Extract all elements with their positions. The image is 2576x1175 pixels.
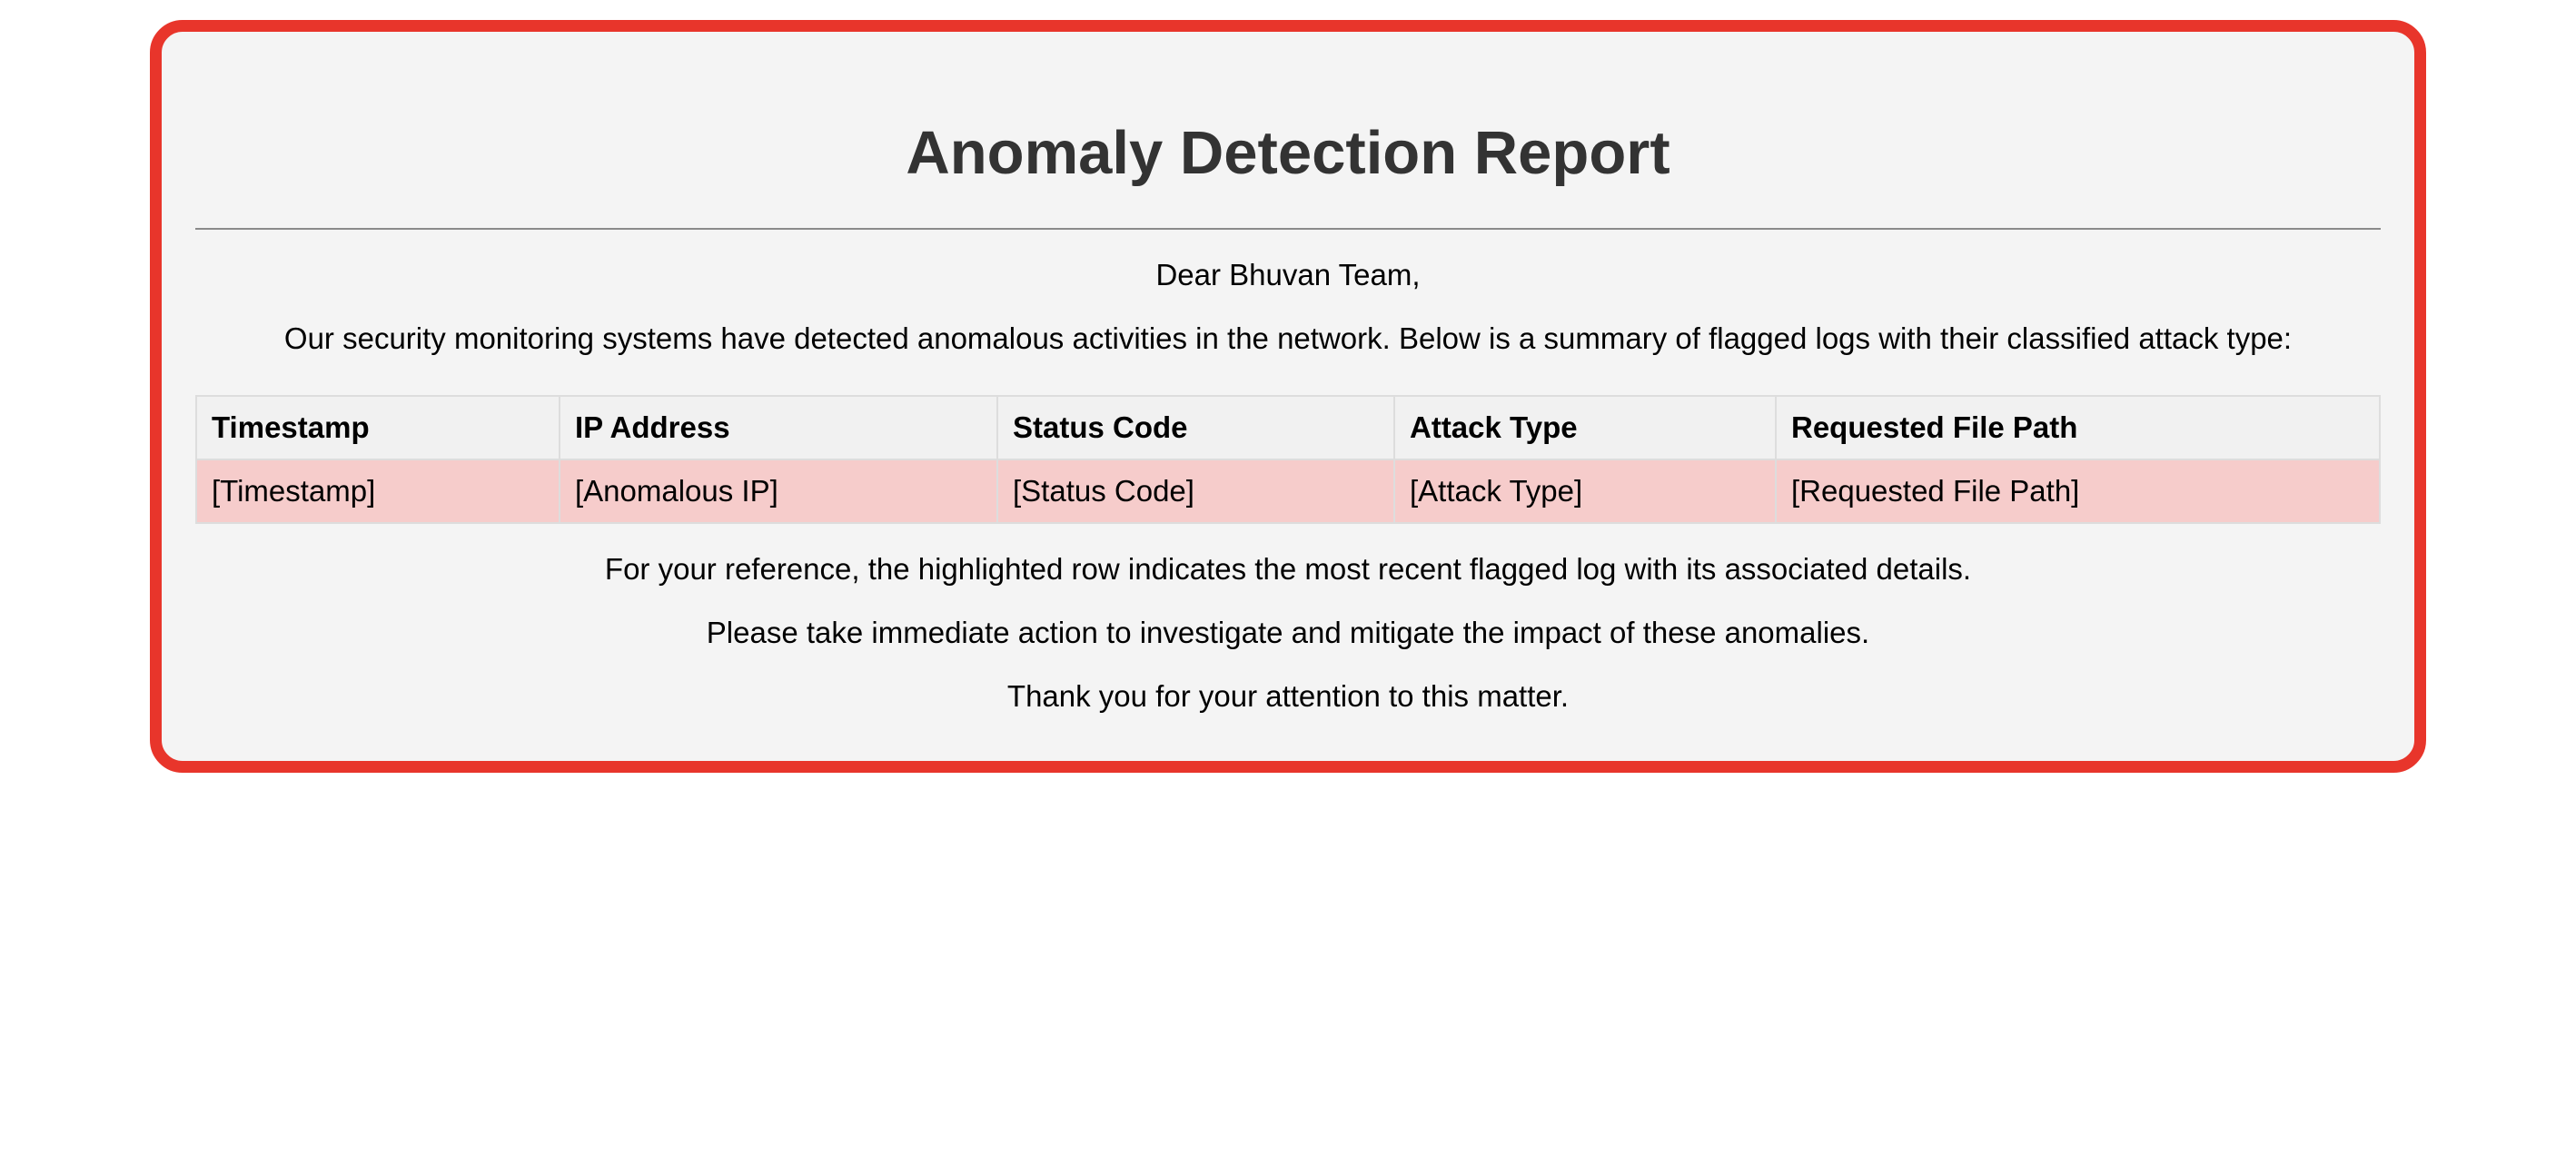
greeting-text: Dear Bhuvan Team, bbox=[1155, 258, 1421, 291]
cell-timestamp: [Timestamp] bbox=[196, 459, 560, 523]
title-divider bbox=[195, 228, 2381, 230]
table-row bbox=[196, 459, 2380, 523]
header-timestamp: Timestamp bbox=[196, 396, 560, 459]
page-title: Anomaly Detection Report bbox=[906, 119, 1670, 187]
intro-text: Our security monitoring systems have detected anomalous activities in the network. Below is a summary of flagged logs with their classified attack type: bbox=[283, 321, 2293, 355]
flagged-logs-table bbox=[195, 395, 2381, 524]
cell-ip-address: [Anomalous IP] bbox=[560, 459, 997, 523]
header-status-code: Status Code bbox=[997, 396, 1394, 459]
reference-note: For your reference, the highlighted row indicates the most recent flagged log with its associated details. bbox=[604, 552, 1972, 586]
cell-status-code: [Status Code] bbox=[997, 459, 1394, 523]
cell-requested-file-path: [Requested File Path] bbox=[1776, 459, 2380, 523]
header-ip-address: IP Address bbox=[560, 396, 997, 459]
action-note: Please take immediate action to investigate and mitigate the impact of these anomalies. bbox=[706, 616, 1870, 649]
closing-text: Thank you for your attention to this matter. bbox=[1006, 679, 1570, 713]
report-card bbox=[150, 20, 2426, 773]
header-attack-type: Attack Type bbox=[1394, 396, 1776, 459]
header-requested-file-path: Requested File Path bbox=[1776, 396, 2380, 459]
cell-attack-type: [Attack Type] bbox=[1394, 459, 1776, 523]
table-header-row bbox=[196, 396, 2380, 459]
